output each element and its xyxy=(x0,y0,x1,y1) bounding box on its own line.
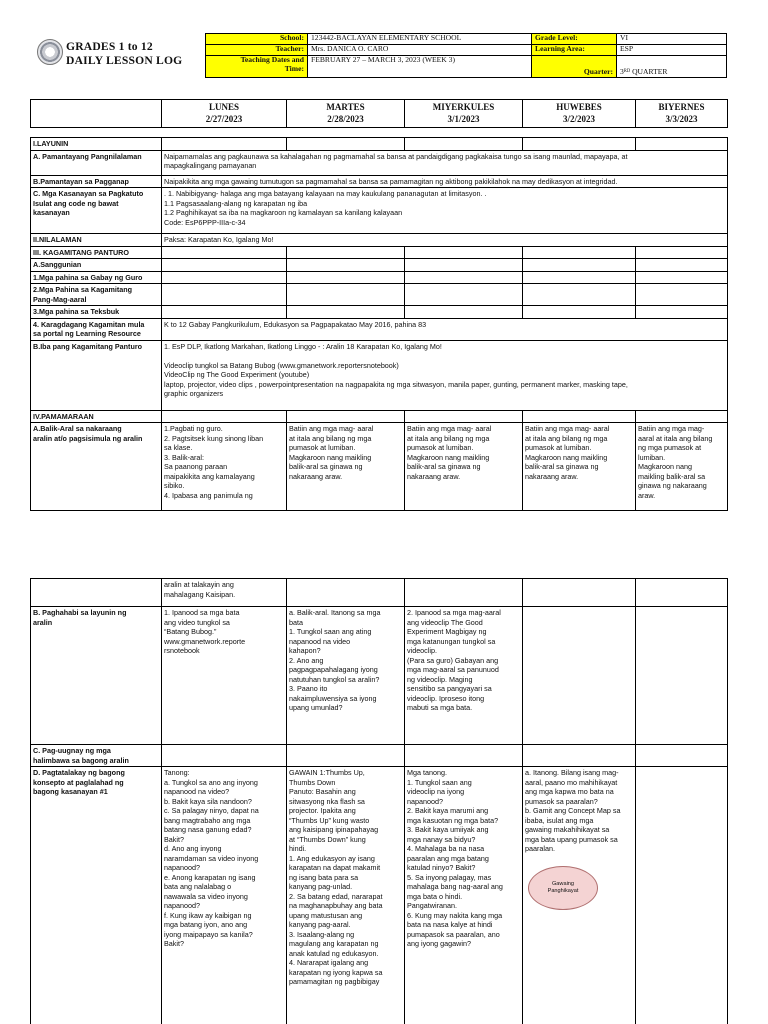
teacher-label: Teacher: xyxy=(206,45,308,56)
day-cell-5 xyxy=(636,410,728,423)
days-header xyxy=(30,99,728,128)
row-span-cell: Naipamamalas ang pagkaunawa sa kahalagahan ng pagmamahal sa bansa at pandaigdigang pagkakaisa tungo sa isang maunlad, mapayapa, at mapagkalingang pamayanan xyxy=(162,150,728,175)
day-cell-1 xyxy=(162,410,287,423)
day-cell-4 xyxy=(523,271,636,284)
day-header-2 xyxy=(287,100,405,128)
day-cell-3: Batiin ang mga mag- aaral at itala ang bilang ng mga pumasok at lumiban. Magkaroon nang maikling balik-aral sa ginawa ng nakaraang araw. xyxy=(405,423,523,511)
row-label: C. Pag-uugnay ng mga halimbawa sa bagong aralin xyxy=(31,745,162,767)
table-row xyxy=(31,259,728,272)
row-label: C. Mga Kasanayan sa Pagkatuto Isulat ang code ng bawat kasanayan xyxy=(31,188,162,234)
row-label: A. Pamantayang Pangnilalaman xyxy=(31,150,162,175)
day-cell-5 xyxy=(636,246,728,259)
day-cell-2 xyxy=(287,745,405,767)
row-label: III. KAGAMITANG PANTURO xyxy=(31,246,162,259)
day-cell-2: GAWAIN 1:Thumbs Up, Thumbs Down Panuto: Basahin ang sitwasyong nka flash sa projector. Ipakita ang “Thumbs Up” kung wasto ang kaisipang ipinapahayag at “Thumbs Down” kung hindi. 1. Ang edukasyon ay isang karapatan na dapat makamit ng isang bata para sa kanyang pag-unlad. 2. Sa batang edad, nararapat na maghanapbuhay ang bata upang matustusan ang kanyang pag-aaral. 3. Isaalang-alang ng magulang ang karapatan ng anak katulad ng edukasyon. 4. Nararapat igalang ang karapatan ng iyong kapwa sa pamamagitan ng pagbibigay xyxy=(287,767,405,1024)
table-row xyxy=(31,607,728,745)
day-name: HUWEBES xyxy=(556,102,602,113)
day-cell-2 xyxy=(287,246,405,259)
day-cell-2: Batiin ang mga mag- aaral at itala ang bilang ng mga pumasok at lumiban. Magkaroon nang maikling balik-aral sa ginawa ng nakaraang araw. xyxy=(287,423,405,511)
row-label: 3.Mga pahina sa Teksbuk xyxy=(31,306,162,319)
table-row xyxy=(31,246,728,259)
day-cell-5 xyxy=(636,579,728,607)
day-cell-1: 1.Pagbati ng guro. 2. Pagtsitsek kung sinong liban sa klase. 3. Balik-aral: Sa paanong paraan maipakikita ang kamalayang sibiko. 4. Ipabasa ang panimula ng xyxy=(162,423,287,511)
day-cell-5 xyxy=(636,259,728,272)
quarter-label: Quarter: xyxy=(532,56,617,78)
row-span-cell: K to 12 Gabay Pangkurikulum, Edukasyon sa Pagpapakatao May 2016, pahina 83 xyxy=(162,318,728,340)
table-row xyxy=(31,340,728,410)
day-cell-5 xyxy=(636,306,728,319)
school-label: School: xyxy=(206,34,308,45)
day-cell-2 xyxy=(287,284,405,306)
days-corner xyxy=(31,100,162,128)
day-cell-2 xyxy=(287,271,405,284)
row-label: 4. Karagdagang Kagamitan mula sa portal ng Learning Resource xyxy=(31,318,162,340)
school-value: 123442-BACLAYAN ELEMENTARY SCHOOL xyxy=(308,34,532,45)
day-cell-3 xyxy=(405,284,523,306)
table-row xyxy=(31,306,728,319)
day-cell-4: Batiin ang mga mag- aaral at itala ang bilang ng mga pumasok at lumiban. Magkaroon nang maikling balik-aral sa ginawa ng nakaraang araw. xyxy=(523,423,636,511)
row-label: 2.Mga Pahina sa Kagamitang Pang-Mag-aaral xyxy=(31,284,162,306)
day-cell-4 xyxy=(523,138,636,151)
row-span-cell: 1. EsP DLP, Ikatlong Markahan, Ikatlong Linggo - : Aralin 18 Karapatan Ko, Igalang Mo! Videoclip tungkol sa Batang Bubog (www.gmanetwork.reportersnotebook) VideoClip ng The Good Experiment (youtube) laptop, projector, video clips , powerpointpresentation na nagpapakita ng mga sitwasyon, manila paper, gunting, permanent marker, masking tape, graphic organizers xyxy=(162,340,728,410)
table-row xyxy=(31,138,728,151)
row-label: D. Pagtatalakay ng bagong konsepto at paglalahad ng bagong kasanayan #1 xyxy=(31,767,162,1024)
day-name: BIYERNES xyxy=(658,102,705,113)
day-cell-2: a. Balik-aral. Itanong sa mga bata 1. Tungkol saan ang ating napanood na video kahapon? 2. Ano ang pagpagpapahalagang iyong natutuhan tungkol sa aralin? 3. Paano ito nakaimpluwensiya sa iyong upang umunlad? xyxy=(287,607,405,745)
day-date: 3/3/2023 xyxy=(665,113,698,124)
day-cell-5 xyxy=(636,607,728,745)
day-cell-5 xyxy=(636,271,728,284)
day-cell-2 xyxy=(287,410,405,423)
day-header-3 xyxy=(405,100,523,128)
day-cell-5 xyxy=(636,745,728,767)
table-row xyxy=(31,188,728,234)
row-span-cell: . 1. Nabibigyang- halaga ang mga batayang kalayaan na may kaukulang pananagutan at limitasyon. . 1.1 Pagsasaalang-alang ng karapatan ng iba 1.2 Paghihikayat sa iba na magkaroon ng kamalayan sa kanilang kalayaan Code: EsP6PPP-IIIa-c-34 xyxy=(162,188,728,234)
table-row xyxy=(31,284,728,306)
day-cell-1 xyxy=(162,745,287,767)
day-cell-4 xyxy=(523,579,636,607)
day-name: MIYERKULES xyxy=(432,102,495,113)
day-cell-4 xyxy=(523,410,636,423)
lesson-table-page2 xyxy=(30,578,728,1024)
day-cell-2 xyxy=(287,259,405,272)
row-span-cell: Paksa: Karapatan Ko, Igalang Mo! xyxy=(162,234,728,247)
day-cell-5 xyxy=(636,138,728,151)
day-header-4 xyxy=(523,100,636,128)
dates-value: FEBRUARY 27 – MARCH 3, 2023 (WEEK 3) xyxy=(308,56,532,78)
area-value: ESP xyxy=(617,45,727,56)
day-cell-2 xyxy=(287,579,405,607)
day-date: 3/2/2023 xyxy=(562,113,595,124)
deped-seal xyxy=(37,39,63,65)
day-cell-1 xyxy=(162,306,287,319)
day-date: 3/1/2023 xyxy=(447,113,480,124)
table-row xyxy=(31,767,728,1024)
day-cell-3 xyxy=(405,246,523,259)
day-name: LUNES xyxy=(208,102,239,113)
day-cell-1 xyxy=(162,246,287,259)
info-table xyxy=(205,33,727,78)
day-cell-5: Batiin ang mga mag- aaral at itala ang bilang ng mga pumasok at lumiban. Magkaroon nang maikling balik-aral sa ginawa ng nakaraang araw. xyxy=(636,423,728,511)
day-cell-3: 2. Ipanood sa mga mag-aaral ang videoclip The Good Experiment Magbigay ng mga katanungan tungkol sa videoclip. (Para sa guro) Gabayan ang mga mag-aaral sa panunuod ng videoclip. Maging sensitibo sa pangyayari sa videoclip. Iproseso itong mabuti sa mga bata. xyxy=(405,607,523,745)
day-cell-4 xyxy=(523,259,636,272)
day-header-1 xyxy=(162,100,287,128)
day-cell-1 xyxy=(162,138,287,151)
day-cell-1 xyxy=(162,259,287,272)
day-cell-4 xyxy=(523,745,636,767)
row-span-cell: Naipakikita ang mga gawaing tumutugon sa pagmamahal sa bansa sa pamamagitan ng aktibong pakikilahok na may dedikasyon at integridad. xyxy=(162,175,728,188)
table-row xyxy=(31,234,728,247)
row-label: B.Pamantayan sa Pagganap xyxy=(31,175,162,188)
day-cell-5 xyxy=(636,767,728,1024)
day-cell-3 xyxy=(405,306,523,319)
day-cell-3: Mga tanong. 1. Tungkol saan ang videoclip na iyong napanood? 2. Bakit kaya marumi ang mga kasuotan ng mga bata? 3. Bakit kaya umiiyak ang mga nanay sa bidyu? 4. Mahalaga ba na nasa paaralan ang mga batang katulad ninyo? Bakit? 5. Sa inyong palagay, mas mahalaga bang nag-aaral ang mga bata o hindi. Pangatwiranan. 6. Kung may nakita kang mga bata na nasa kalye at hindi pumapasok sa paaralan, ano ang iyong gagawin? xyxy=(405,767,523,1024)
quarter-value: 3ᴿᴰ QUARTER xyxy=(617,56,727,78)
table-row xyxy=(31,579,728,607)
day-cell-1: 1. Ipanood sa mga bata ang video tungkol sa “Batang Bubog.” www.gmanetwork.reporte rsnotebook xyxy=(162,607,287,745)
row-label: IV.PAMAMARAAN xyxy=(31,410,162,423)
concept-map-bubble: Gawaing Panghikayat xyxy=(528,866,598,910)
day-cell-1 xyxy=(162,271,287,284)
day-cell-4: a. Itanong. Bilang isang mag- aaral, paano mo mahihikayat ang mga kapwa mo bata na pumasok sa paaralan? b. Gamit ang Concept Map sa ibaba, isulat ang mga gawaing makahihikayat sa mga bata upang pumasok sa paaralan. xyxy=(523,767,636,1024)
day-cell-3 xyxy=(405,410,523,423)
day-header-5 xyxy=(636,100,728,128)
day-cell-4 xyxy=(523,306,636,319)
row-label: A.Sanggunian xyxy=(31,259,162,272)
day-cell-1 xyxy=(162,284,287,306)
table-row xyxy=(31,175,728,188)
row-label: B. Paghahabi sa layunin ng aralin xyxy=(31,607,162,745)
row-label xyxy=(31,579,162,607)
day-cell-4 xyxy=(523,284,636,306)
row-label: A.Balik-Aral sa nakaraang aralin at/o pagsisimula ng aralin xyxy=(31,423,162,511)
day-cell-3 xyxy=(405,579,523,607)
day-cell-2 xyxy=(287,138,405,151)
day-cell-1: Tanong: a. Tungkol sa ano ang inyong napanood na video? b. Bakit kaya sila nandoon? c. Sa palagay ninyo, dapat na bang magtrabaho ang mga batang nasa ganung edad? Bakit? d. Ano ang inyong naramdaman sa video inyong napanood? e. Anong karapatan ng isang bata ang nalalabag o nawawala sa video inyong napanood? f. Kung ikaw ay kaibigan ng mga batang iyon, ano ang iyong maipapayo sa kanila? Bakit? xyxy=(162,767,287,1024)
area-label: Learning Area: xyxy=(532,45,617,56)
day-date: 2/27/2023 xyxy=(205,113,243,124)
teacher-value: Mrs. DANICA O. CARO xyxy=(308,45,532,56)
table-row xyxy=(31,745,728,767)
day-cell-5 xyxy=(636,284,728,306)
row-label: 1.Mga pahina sa Gabay ng Guro xyxy=(31,271,162,284)
day-cell-3 xyxy=(405,745,523,767)
row-label: I.LAYUNIN xyxy=(31,138,162,151)
day-cell-1: aralin at talakayin ang mahalagang Kaisipan. xyxy=(162,579,287,607)
table-row xyxy=(31,271,728,284)
day-cell-2 xyxy=(287,306,405,319)
table-row xyxy=(31,318,728,340)
row-label: B.Iba pang Kagamitang Panturo xyxy=(31,340,162,410)
log-title: GRADES 1 to 12 DAILY LESSON LOG xyxy=(66,40,183,67)
day-cell-4 xyxy=(523,246,636,259)
day-cell-3 xyxy=(405,138,523,151)
day-cell-4 xyxy=(523,607,636,745)
table-row xyxy=(31,150,728,175)
lesson-table-page1 xyxy=(30,137,728,511)
table-row xyxy=(31,410,728,423)
dates-label: Teaching Dates and Time: xyxy=(206,56,308,78)
grade-label: Grade Level: xyxy=(532,34,617,45)
row-label: II.NILALAMAN xyxy=(31,234,162,247)
grade-value: VI xyxy=(617,34,727,45)
day-cell-3 xyxy=(405,271,523,284)
day-cell-3 xyxy=(405,259,523,272)
day-name: MARTES xyxy=(326,102,365,113)
day-date: 2/28/2023 xyxy=(327,113,364,124)
table-row xyxy=(31,423,728,511)
